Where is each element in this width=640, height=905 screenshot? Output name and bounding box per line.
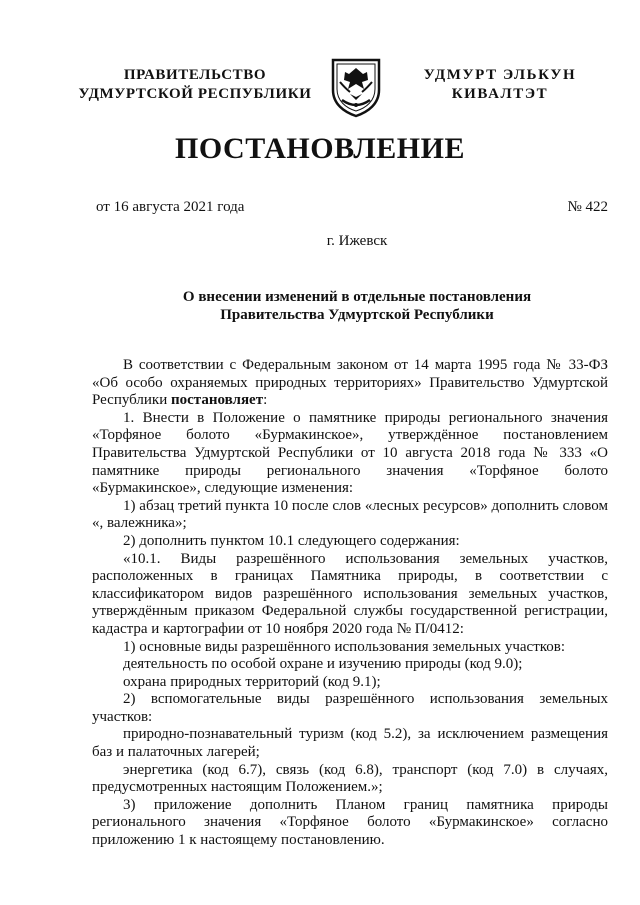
paragraph-use-9-0: деятельность по особой охране и изучению природы (код 9.0);: [123, 656, 523, 673]
government-name-line2: УДМУРТСКОЙ РЕСПУБЛИКИ: [78, 86, 312, 102]
intro-tail: :: [263, 392, 268, 409]
document-body: [92, 357, 608, 850]
document-title: ПОСТАНОВЛЕНИЕ: [175, 132, 465, 165]
intro-text: В соответствии с Федеральным законом от 14 марта 1995 года № 33-ФЗ «Об особо охраняемых природных территориях» Правительство Удмуртской Республики: [92, 357, 608, 409]
paragraph-auxiliary-uses: 2) вспомогательные виды разрешённого использования земельных участков:: [92, 691, 608, 725]
paragraph-use-6-7: энергетика (код 6.7), связь (код 6.8), транспорт (код 7.0) в случаях, предусмотренных настоящим Положением.»;: [92, 761, 608, 796]
document-date: от 16 августа 2021 года: [96, 199, 245, 215]
government-name-line1: ПРАВИТЕЛЬСТВО: [123, 67, 267, 83]
coat-of-arms-icon: [328, 56, 384, 118]
paragraph-subitem-2: 2) дополнить пунктом 10.1 следующего содержания:: [123, 532, 460, 549]
intro-paragraph: [92, 357, 608, 410]
subject-line2: Правительства Удмуртской Республики: [220, 307, 494, 323]
paragraph-main-uses: 1) основные виды разрешённого использования земельных участков:: [123, 638, 566, 655]
paragraph-use-9-1: охрана природных территорий (код 9.1);: [123, 673, 381, 690]
document-city: г. Ижевск: [326, 233, 388, 249]
document-subject: [0, 288, 640, 324]
paragraph-clause-10-1: «10.1. Виды разрешённого использования земельных участков, расположенных в границах Памятника природы, в соответствии с классификатором видов разрешённого использования земельных участков, утверждённым приказом Федеральной службы государственной регистрации, кадастра и картографии от 10 ноября 2020 года № П/0412:: [92, 550, 608, 637]
paragraph-subitem-1: 1) абзац третий пункта 10 после слов «лесных ресурсов» дополнить словом «, валежника»;: [92, 497, 608, 532]
government-name-udmurt-line1: УДМУРТ ЭЛЬКУН: [423, 67, 577, 83]
subject-line1: О внесении изменений в отдельные постановления: [182, 289, 532, 305]
intro-bold-verb: постановляет: [171, 392, 264, 409]
paragraph-item-1: 1. Внести в Положение о памятнике природы регионального значения «Торфяное болото «Бурмакинское», утверждённое постановлением Правительства Удмуртской Республики от 10 августа 2018 года № 333 «О памятнике природы регионального значения «Торфяное болото «Бурмакинское», следующие изменения:: [92, 409, 608, 497]
paragraph-subitem-3: 3) приложение дополнить Планом границ памятника природы регионального значения «Торфяное болото «Бурмакинское» согласно приложению 1 к настоящему постановлению.: [92, 796, 608, 849]
government-name-udmurt: [400, 66, 600, 104]
government-name-russian: [60, 66, 330, 104]
government-name-udmurt-line2: КИВАЛТЭТ: [451, 86, 549, 102]
paragraph-use-5-2: природно-познавательный туризм (код 5.2), за исключением размещения баз и палаточных лагерей;: [92, 726, 608, 761]
document-number: № 422: [567, 199, 608, 215]
